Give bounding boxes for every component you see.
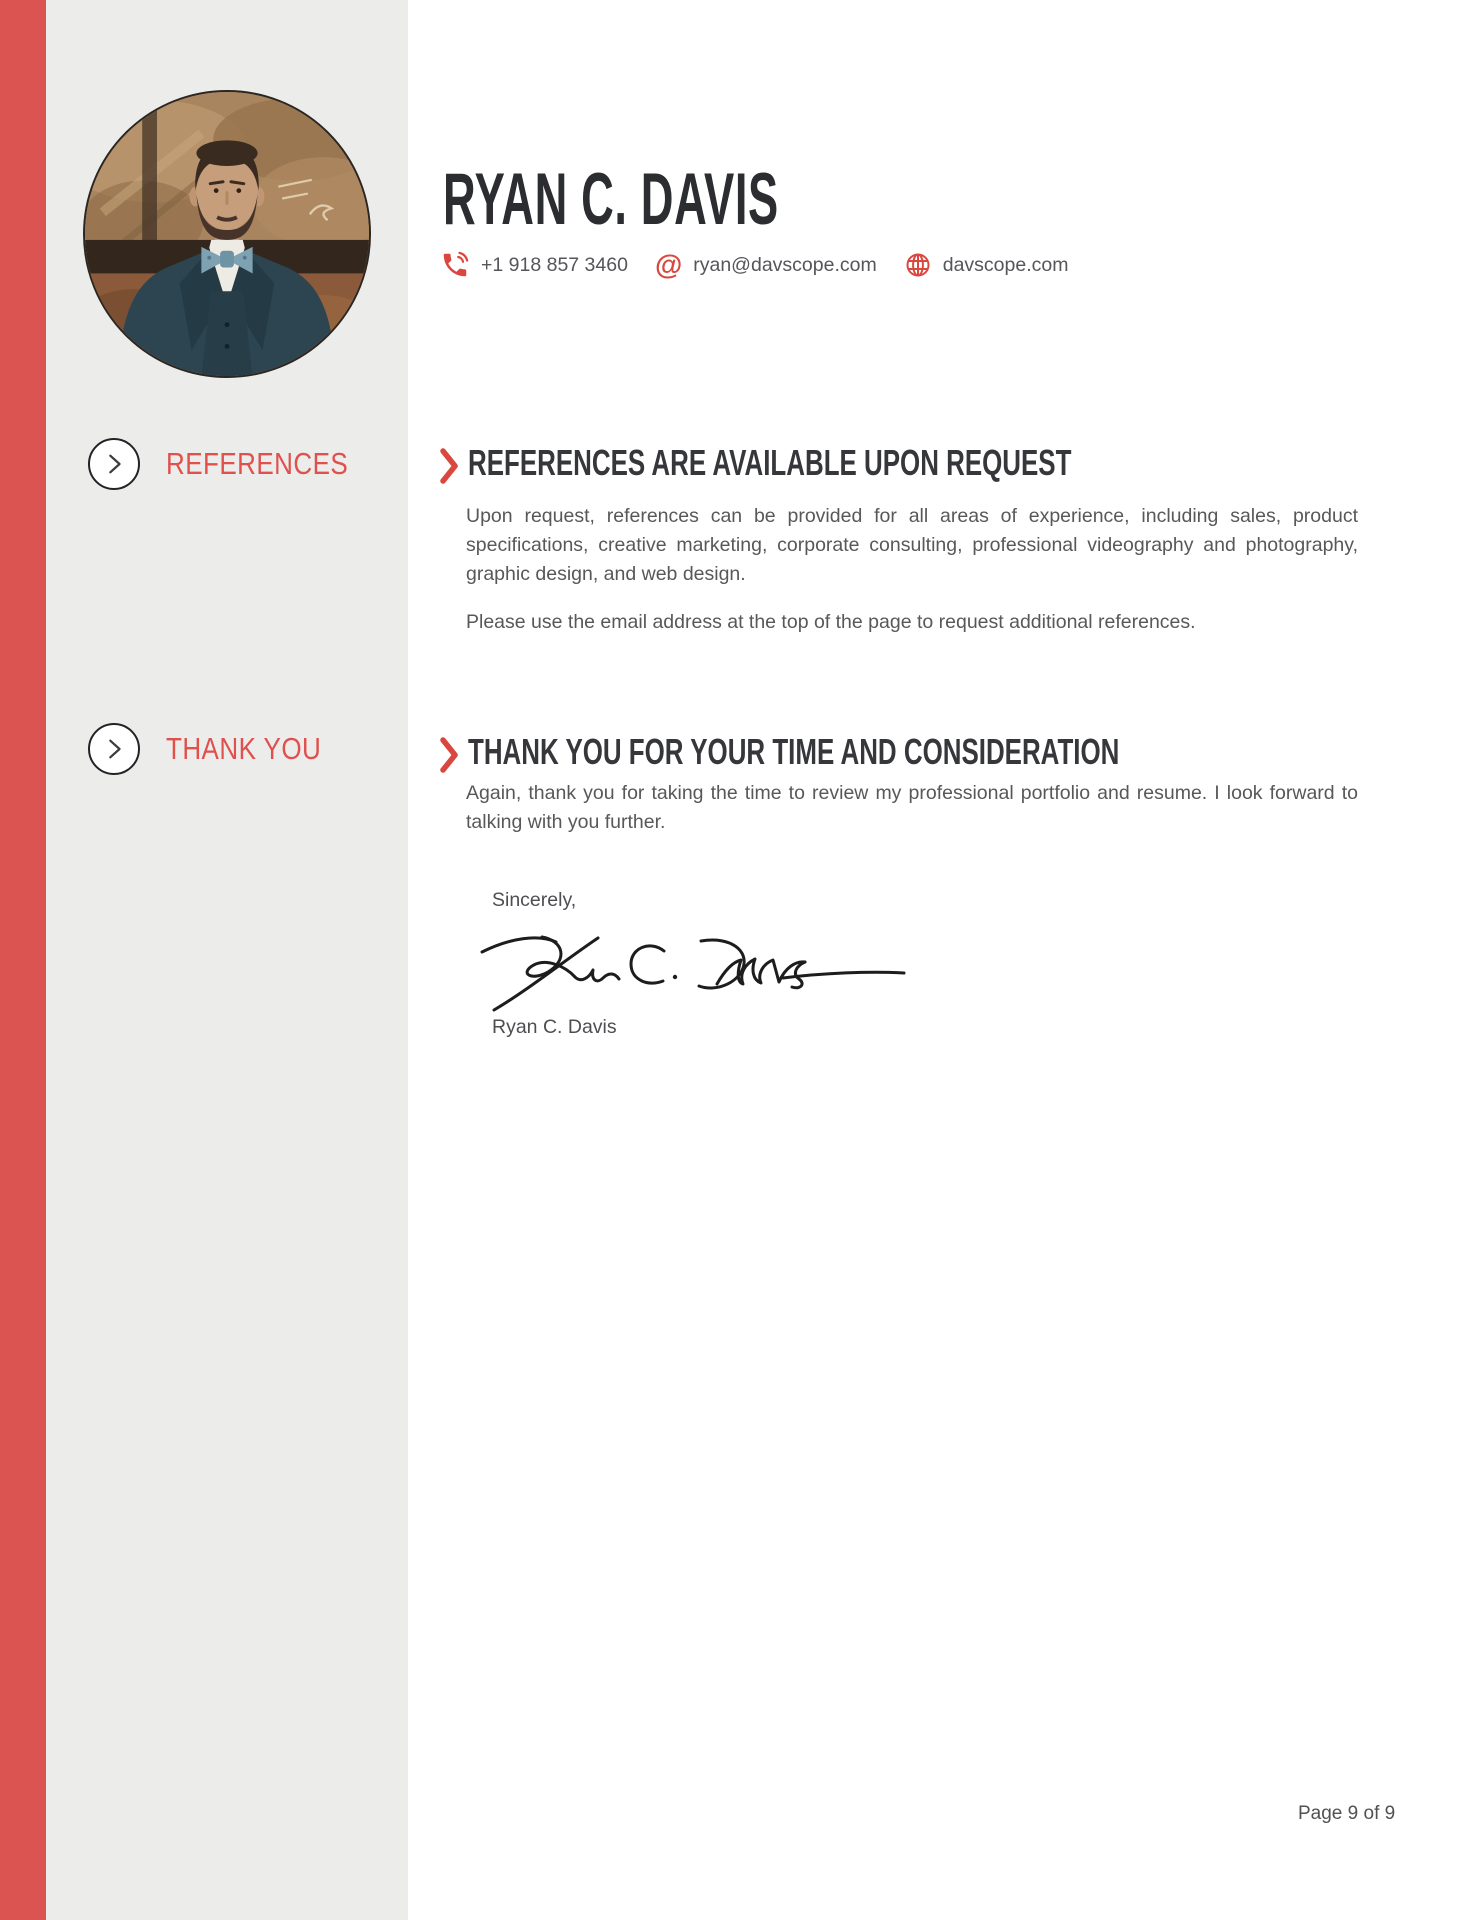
references-note: Please use the email address at the top of the page to request additional references. <box>466 611 1196 633</box>
contact-website <box>904 251 1069 279</box>
contact-row <box>440 248 1068 282</box>
left-accent-stripe <box>0 0 46 1920</box>
section-heading-thank-you: THANK YOU FOR YOUR TIME AND CONSIDERATION <box>468 731 1120 772</box>
at-icon: @ <box>654 249 683 280</box>
closing-salutation: Sincerely, <box>492 889 577 911</box>
website-url: davscope.com <box>942 253 1069 276</box>
sidebar-item-thank-you <box>88 723 351 775</box>
page-title: RYAN C. DAVIS <box>443 159 779 240</box>
chevron-right-circle-icon <box>88 723 140 775</box>
contact-email <box>655 251 877 279</box>
sidebar-item-references <box>88 438 383 490</box>
chevron-right-icon <box>440 736 459 774</box>
phone-number: +1 918 857 3460 <box>481 253 628 276</box>
email-address: ryan@davscope.com <box>693 253 877 276</box>
references-paragraph: Upon request, references can be provided for all areas of experience, including sales, product specifications, creative marketing, corporate consulting, professional videography and photography, graphic design, and web design. <box>466 505 1358 585</box>
profile-photo-illustration <box>85 92 369 376</box>
thank-you-paragraph: Again, thank you for taking the time to review my professional portfolio and resume. I look forward to talking with you further. <box>466 782 1358 833</box>
chevron-right-icon <box>440 447 459 485</box>
page-number: Page 9 of 9 <box>1298 1803 1396 1824</box>
sidebar-item-label: REFERENCES <box>166 446 349 481</box>
signature-typed-name: Ryan C. Davis <box>492 1016 617 1038</box>
sidebar <box>46 0 408 1920</box>
globe-icon <box>904 251 932 279</box>
sidebar-item-label: THANK YOU <box>166 731 322 766</box>
contact-phone <box>440 250 628 280</box>
handwritten-signature <box>478 926 908 1016</box>
chevron-right-circle-icon <box>88 438 140 490</box>
section-heading-references: REFERENCES ARE AVAILABLE UPON REQUEST <box>468 442 1072 483</box>
profile-photo <box>83 90 371 378</box>
phone-icon <box>440 250 470 280</box>
